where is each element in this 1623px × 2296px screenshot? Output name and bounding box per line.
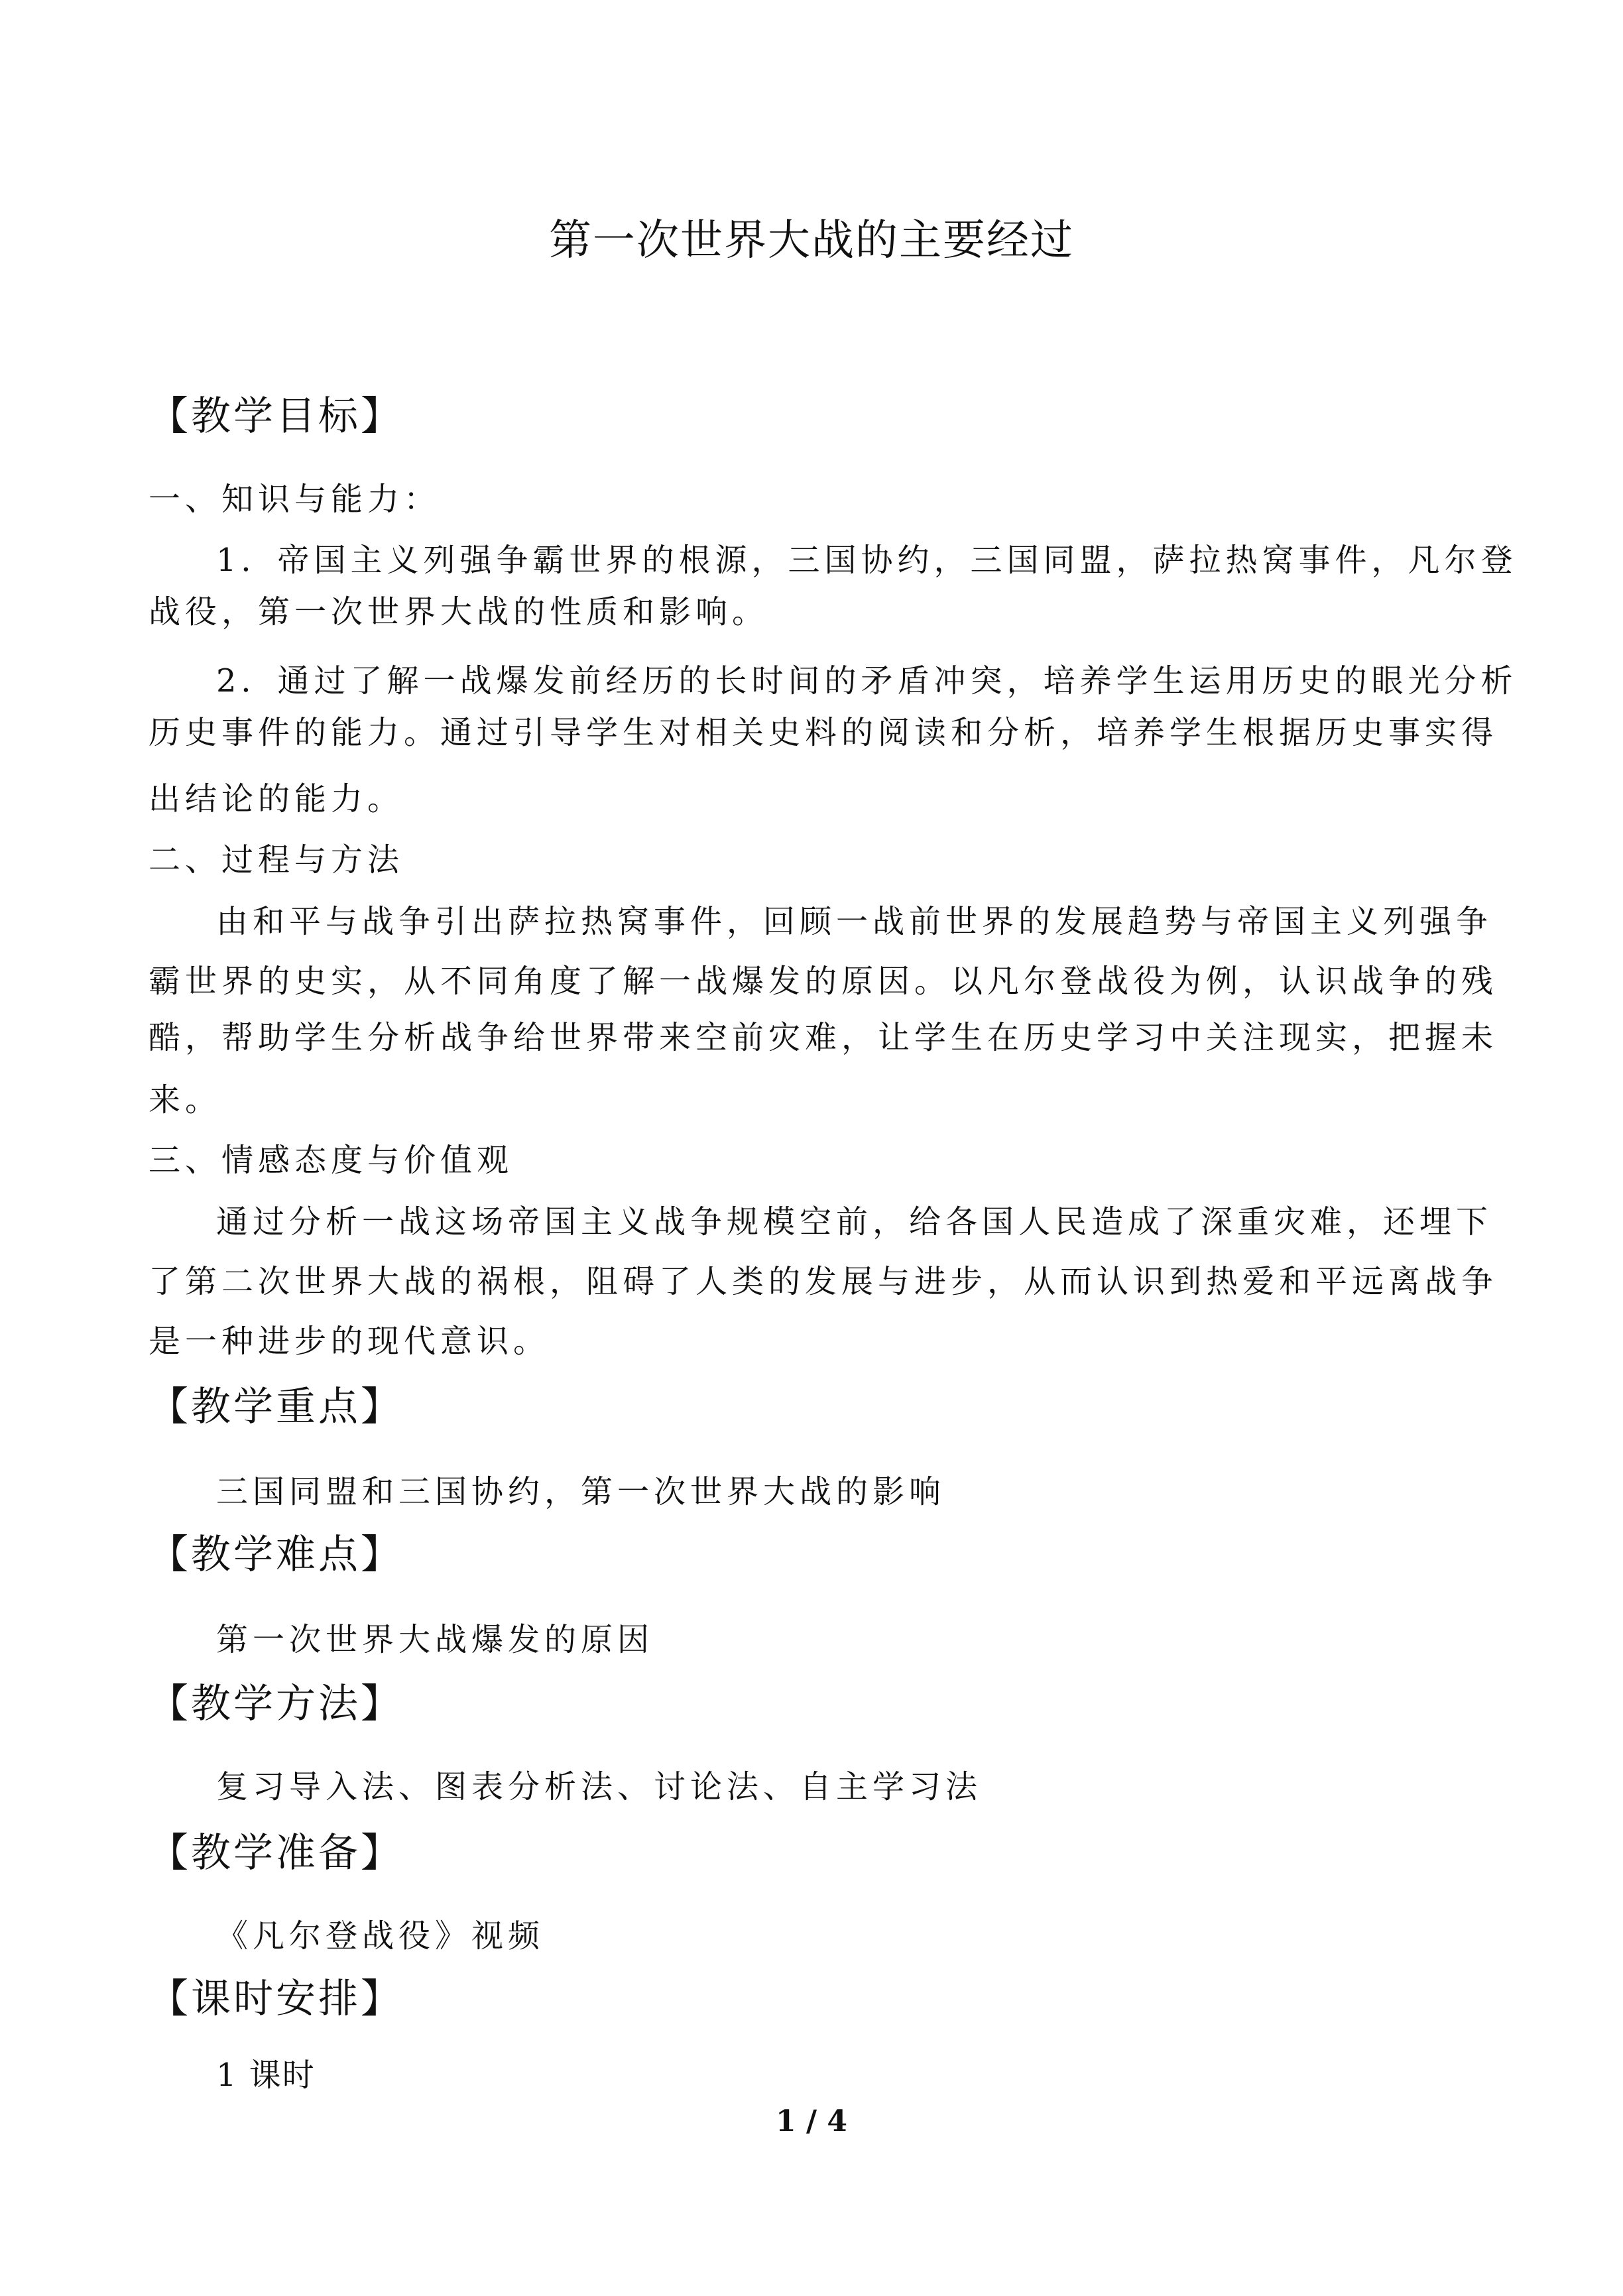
- difficulties-text: 第一次世界大战爆发的原因: [216, 1621, 654, 1658]
- objectives-subheading-process: 二、过程与方法: [149, 841, 404, 878]
- objectives-subheading-values: 三、情感态度与价值观: [149, 1142, 514, 1179]
- objectives-paragraph-line: 1．帝国主义列强争霸世界的根源，三国协约，三国同盟，萨拉热窝事件，凡尔登: [216, 542, 1518, 579]
- section-heading-key-points: 【教学重点】: [149, 1384, 403, 1430]
- objectives-paragraph-line: 由和平与战争引出萨拉热窝事件，回顾一战前世界的发展趋势与帝国主义列强争: [216, 903, 1493, 940]
- objectives-paragraph-line: 了第二次世界大战的祸根，阻碍了人类的发展与进步，从而认识到热爱和平远离战争: [149, 1263, 1498, 1300]
- key-points-text: 三国同盟和三国协约，第一次世界大战的影响: [216, 1473, 946, 1510]
- objectives-paragraph-line: 霸世界的史实，从不同角度了解一战爆发的原因。以凡尔登战役为例，认识战争的残: [149, 963, 1498, 1000]
- objectives-paragraph-line: 通过分析一战这场帝国主义战争规模空前，给各国人民造成了深重灾难，还埋下: [216, 1203, 1493, 1240]
- objectives-paragraph-line: 历史事件的能力。通过引导学生对相关史料的阅读和分析，培养学生根据历史事实得: [149, 714, 1498, 751]
- objectives-paragraph-line: 来。: [149, 1081, 222, 1118]
- objectives-paragraph-line: 是一种进步的现代意识。: [149, 1323, 550, 1360]
- objectives-paragraph-line: 出结论的能力。: [149, 780, 404, 817]
- section-heading-objectives: 【教学目标】: [149, 393, 403, 440]
- section-heading-preparation: 【教学准备】: [149, 1830, 403, 1876]
- objectives-paragraph-line: 战役，第一次世界大战的性质和影响。: [149, 593, 769, 631]
- section-heading-difficulties: 【教学难点】: [149, 1532, 403, 1578]
- objectives-paragraph-line: 2．通过了解一战爆发前经历的长时间的矛盾冲突，培养学生运用历史的眼光分析: [216, 662, 1518, 699]
- section-heading-methods: 【教学方法】: [149, 1681, 403, 1727]
- page-number: 1 / 4: [776, 2104, 847, 2138]
- methods-text: 复习导入法、图表分析法、讨论法、自主学习法: [216, 1768, 983, 1805]
- preparation-text: 《凡尔登战役》视频: [216, 1917, 545, 1955]
- schedule-text: 1 课时: [216, 2057, 316, 2094]
- section-heading-schedule: 【课时安排】: [149, 1976, 403, 2022]
- objectives-subheading-knowledge: 一、知识与能力：: [149, 481, 441, 518]
- page-title: 第一次世界大战的主要经过: [549, 216, 1074, 265]
- objectives-paragraph-line: 酷，帮助学生分析战争给世界带来空前灾难，让学生在历史学习中关注现实，把握未: [149, 1019, 1498, 1056]
